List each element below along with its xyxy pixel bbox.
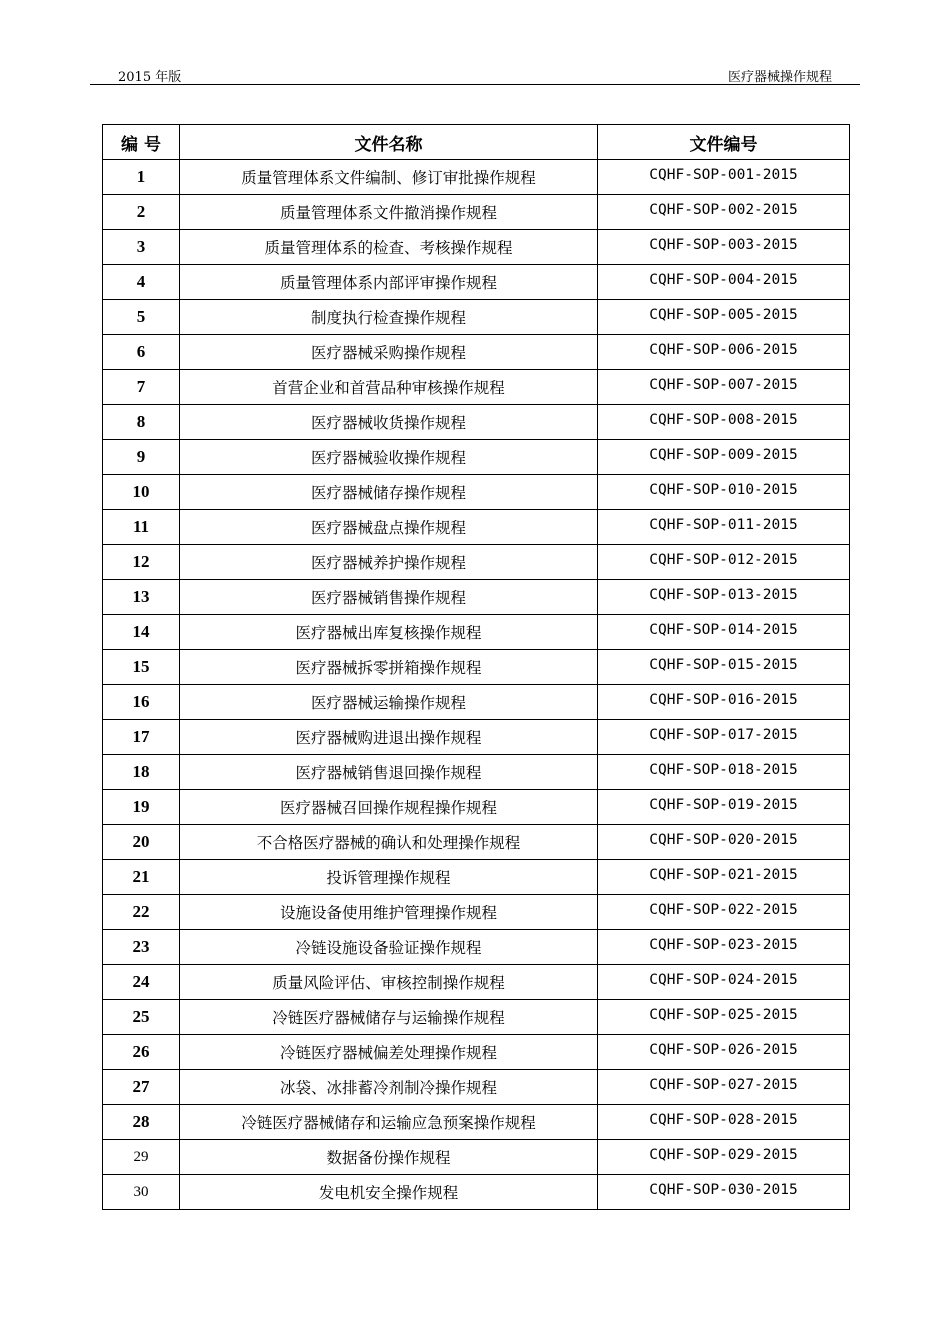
table-row: [103, 860, 850, 895]
file-code: CQHF-SOP-023-2015: [598, 930, 850, 965]
table-row: [103, 510, 850, 545]
file-name: 冷链设施设备验证操作规程: [180, 930, 598, 965]
file-code: CQHF-SOP-011-2015: [598, 510, 850, 545]
row-number: 23: [103, 930, 180, 965]
row-number: 10: [103, 475, 180, 510]
file-code: CQHF-SOP-026-2015: [598, 1035, 850, 1070]
row-number: 6: [103, 335, 180, 370]
row-number: 19: [103, 790, 180, 825]
table-header-row: [103, 125, 850, 160]
row-number: 1: [103, 160, 180, 195]
file-name: 数据备份操作规程: [180, 1140, 598, 1175]
table-row: [103, 930, 850, 965]
table-row: [103, 300, 850, 335]
row-number: 28: [103, 1105, 180, 1140]
file-name: 医疗器械验收操作规程: [180, 440, 598, 475]
file-name: 质量管理体系的检查、考核操作规程: [180, 230, 598, 265]
file-code: CQHF-SOP-017-2015: [598, 720, 850, 755]
row-number: 11: [103, 510, 180, 545]
table-row: [103, 720, 850, 755]
file-name: 医疗器械购进退出操作规程: [180, 720, 598, 755]
table-row: [103, 335, 850, 370]
file-code: CQHF-SOP-027-2015: [598, 1070, 850, 1105]
table-row: [103, 1140, 850, 1175]
table-row: [103, 580, 850, 615]
file-name: 医疗器械储存操作规程: [180, 475, 598, 510]
row-number: 14: [103, 615, 180, 650]
table-row: [103, 370, 850, 405]
row-number: 21: [103, 860, 180, 895]
file-name: 首营企业和首营品种审核操作规程: [180, 370, 598, 405]
file-name: 发电机安全操作规程: [180, 1175, 598, 1210]
row-number: 18: [103, 755, 180, 790]
row-number: 16: [103, 685, 180, 720]
row-number: 29: [103, 1140, 180, 1175]
file-name: 医疗器械拆零拼箱操作规程: [180, 650, 598, 685]
table-row: [103, 440, 850, 475]
row-number: 13: [103, 580, 180, 615]
file-name: 医疗器械销售操作规程: [180, 580, 598, 615]
file-code: CQHF-SOP-005-2015: [598, 300, 850, 335]
file-code: CQHF-SOP-021-2015: [598, 860, 850, 895]
table-row: [103, 160, 850, 195]
row-number: 26: [103, 1035, 180, 1070]
file-code: CQHF-SOP-002-2015: [598, 195, 850, 230]
edition-label: 2015 年版: [118, 70, 182, 85]
page-header: [90, 66, 860, 85]
table-row: [103, 1070, 850, 1105]
table-row: [103, 790, 850, 825]
file-code: CQHF-SOP-010-2015: [598, 475, 850, 510]
row-number: 22: [103, 895, 180, 930]
file-code: CQHF-SOP-008-2015: [598, 405, 850, 440]
file-name: 医疗器械养护操作规程: [180, 545, 598, 580]
row-number: 15: [103, 650, 180, 685]
table-row: [103, 195, 850, 230]
file-code: CQHF-SOP-007-2015: [598, 370, 850, 405]
file-name: 质量风险评估、审核控制操作规程: [180, 965, 598, 1000]
file-name: 医疗器械收货操作规程: [180, 405, 598, 440]
file-name: 设施设备使用维护管理操作规程: [180, 895, 598, 930]
table-row: [103, 1035, 850, 1070]
file-name: 投诉管理操作规程: [180, 860, 598, 895]
file-code: CQHF-SOP-015-2015: [598, 650, 850, 685]
document-title: 医疗器械操作规程: [727, 70, 832, 85]
file-name: 质量管理体系内部评审操作规程: [180, 265, 598, 300]
file-name: 冷链医疗器械偏差处理操作规程: [180, 1035, 598, 1070]
table-row: [103, 1105, 850, 1140]
row-number: 4: [103, 265, 180, 300]
row-number: 8: [103, 405, 180, 440]
file-code: CQHF-SOP-020-2015: [598, 825, 850, 860]
file-name: 冰袋、冰排蓄冷剂制冷操作规程: [180, 1070, 598, 1105]
row-number: 9: [103, 440, 180, 475]
table-row: [103, 545, 850, 580]
file-name: 医疗器械采购操作规程: [180, 335, 598, 370]
file-code: CQHF-SOP-001-2015: [598, 160, 850, 195]
file-code: CQHF-SOP-016-2015: [598, 685, 850, 720]
table-row: [103, 825, 850, 860]
column-header-file-code: 文件编号: [598, 125, 850, 160]
file-code: CQHF-SOP-006-2015: [598, 335, 850, 370]
row-number: 24: [103, 965, 180, 1000]
file-code: CQHF-SOP-004-2015: [598, 265, 850, 300]
column-header-file-name: 文件名称: [180, 125, 598, 160]
row-number: 20: [103, 825, 180, 860]
file-code: CQHF-SOP-030-2015: [598, 1175, 850, 1210]
file-name: 制度执行检查操作规程: [180, 300, 598, 335]
table-row: [103, 965, 850, 1000]
table-row: [103, 685, 850, 720]
row-number: 30: [103, 1175, 180, 1210]
row-number: 3: [103, 230, 180, 265]
table-row: [103, 895, 850, 930]
row-number: 5: [103, 300, 180, 335]
table-row: [103, 230, 850, 265]
column-header-number: 编 号: [103, 125, 180, 160]
file-name: 冷链医疗器械储存与运输操作规程: [180, 1000, 598, 1035]
file-code: CQHF-SOP-029-2015: [598, 1140, 850, 1175]
table-row: [103, 650, 850, 685]
file-code: CQHF-SOP-014-2015: [598, 615, 850, 650]
file-code: CQHF-SOP-025-2015: [598, 1000, 850, 1035]
sop-index-table: [102, 124, 850, 1210]
table-row: [103, 755, 850, 790]
file-name: 质量管理体系文件撤消操作规程: [180, 195, 598, 230]
file-code: CQHF-SOP-019-2015: [598, 790, 850, 825]
file-name: 冷链医疗器械储存和运输应急预案操作规程: [180, 1105, 598, 1140]
file-code: CQHF-SOP-009-2015: [598, 440, 850, 475]
file-name: 医疗器械运输操作规程: [180, 685, 598, 720]
file-code: CQHF-SOP-018-2015: [598, 755, 850, 790]
table-row: [103, 405, 850, 440]
table-row: [103, 265, 850, 300]
file-code: CQHF-SOP-028-2015: [598, 1105, 850, 1140]
file-code: CQHF-SOP-022-2015: [598, 895, 850, 930]
row-number: 12: [103, 545, 180, 580]
table-row: [103, 475, 850, 510]
row-number: 27: [103, 1070, 180, 1105]
table-row: [103, 1175, 850, 1210]
table-row: [103, 615, 850, 650]
file-code: CQHF-SOP-003-2015: [598, 230, 850, 265]
table-row: [103, 1000, 850, 1035]
file-name: 不合格医疗器械的确认和处理操作规程: [180, 825, 598, 860]
file-name: 质量管理体系文件编制、修订审批操作规程: [180, 160, 598, 195]
row-number: 25: [103, 1000, 180, 1035]
file-code: CQHF-SOP-012-2015: [598, 545, 850, 580]
file-name: 医疗器械召回操作规程操作规程: [180, 790, 598, 825]
row-number: 7: [103, 370, 180, 405]
file-name: 医疗器械盘点操作规程: [180, 510, 598, 545]
row-number: 2: [103, 195, 180, 230]
file-code: CQHF-SOP-024-2015: [598, 965, 850, 1000]
row-number: 17: [103, 720, 180, 755]
file-name: 医疗器械出库复核操作规程: [180, 615, 598, 650]
file-code: CQHF-SOP-013-2015: [598, 580, 850, 615]
file-name: 医疗器械销售退回操作规程: [180, 755, 598, 790]
